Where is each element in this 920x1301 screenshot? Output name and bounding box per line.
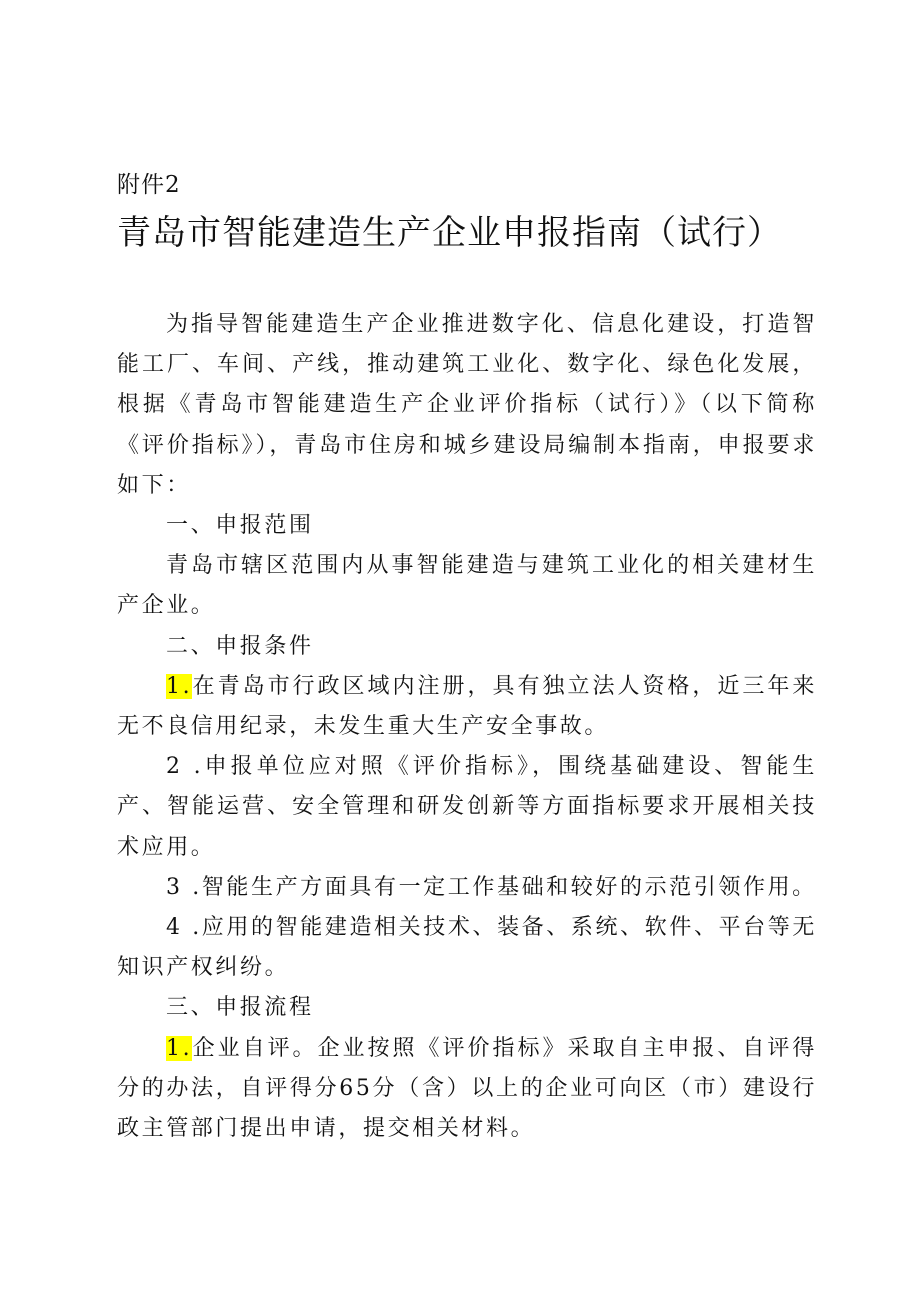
document-body	[117, 305, 817, 1149]
intro-paragraph: 为指导智能建造生产企业推进数字化、信息化建设，打造智能工厂、车间、产线，推动建筑工业化、数字化、绿色化发展，根据《青岛市智能建造生产企业评价指标（试行）》（以下简称《评价指标》），青岛市住房和城乡建设局编制本指南，申报要求如下：	[117, 312, 817, 498]
item-number-highlight: 1.	[166, 673, 193, 699]
section3-item1	[117, 1029, 817, 1150]
section2-item1	[117, 667, 817, 747]
section1-text: 青岛市辖区范围内从事智能建造与建筑工业化的相关建材生产企业。	[117, 553, 817, 619]
section1-heading: 一、申报范围	[166, 513, 314, 539]
document-title: 青岛市智能建造生产企业申报指南（试行）	[117, 213, 782, 253]
section2-item3: 3 .智能生产方面具有一定工作基础和较好的示范引领作用。	[166, 874, 817, 900]
section3-heading: 三、申报流程	[166, 995, 314, 1021]
section2-item1-text: 在青岛市行政区域内注册，具有独立法人资格，近三年来无不良信用纪录，未发生重大生产安全事故。	[117, 673, 817, 740]
item-number-highlight: 1.	[166, 1035, 193, 1061]
section2-item2: 2 .申报单位应对照《评价指标》，围绕基础建设、智能生产、智能运营、安全管理和研发创新等方面指标要求开展相关技术应用。	[117, 754, 817, 860]
section3-item1-text: 企业自评。企业按照《评价指标》采取自主申报、自评得分的办法，自评得分65分（含）以上的企业可向区（市）建设行政主管部门提出申请，提交相关材料。	[117, 1035, 817, 1142]
section2-heading: 二、申报条件	[166, 633, 314, 659]
attachment-label: 附件2	[117, 172, 181, 198]
section2-item4: 4 .应用的智能建造相关技术、装备、系统、软件、平台等无知识产权纠纷。	[117, 915, 817, 981]
